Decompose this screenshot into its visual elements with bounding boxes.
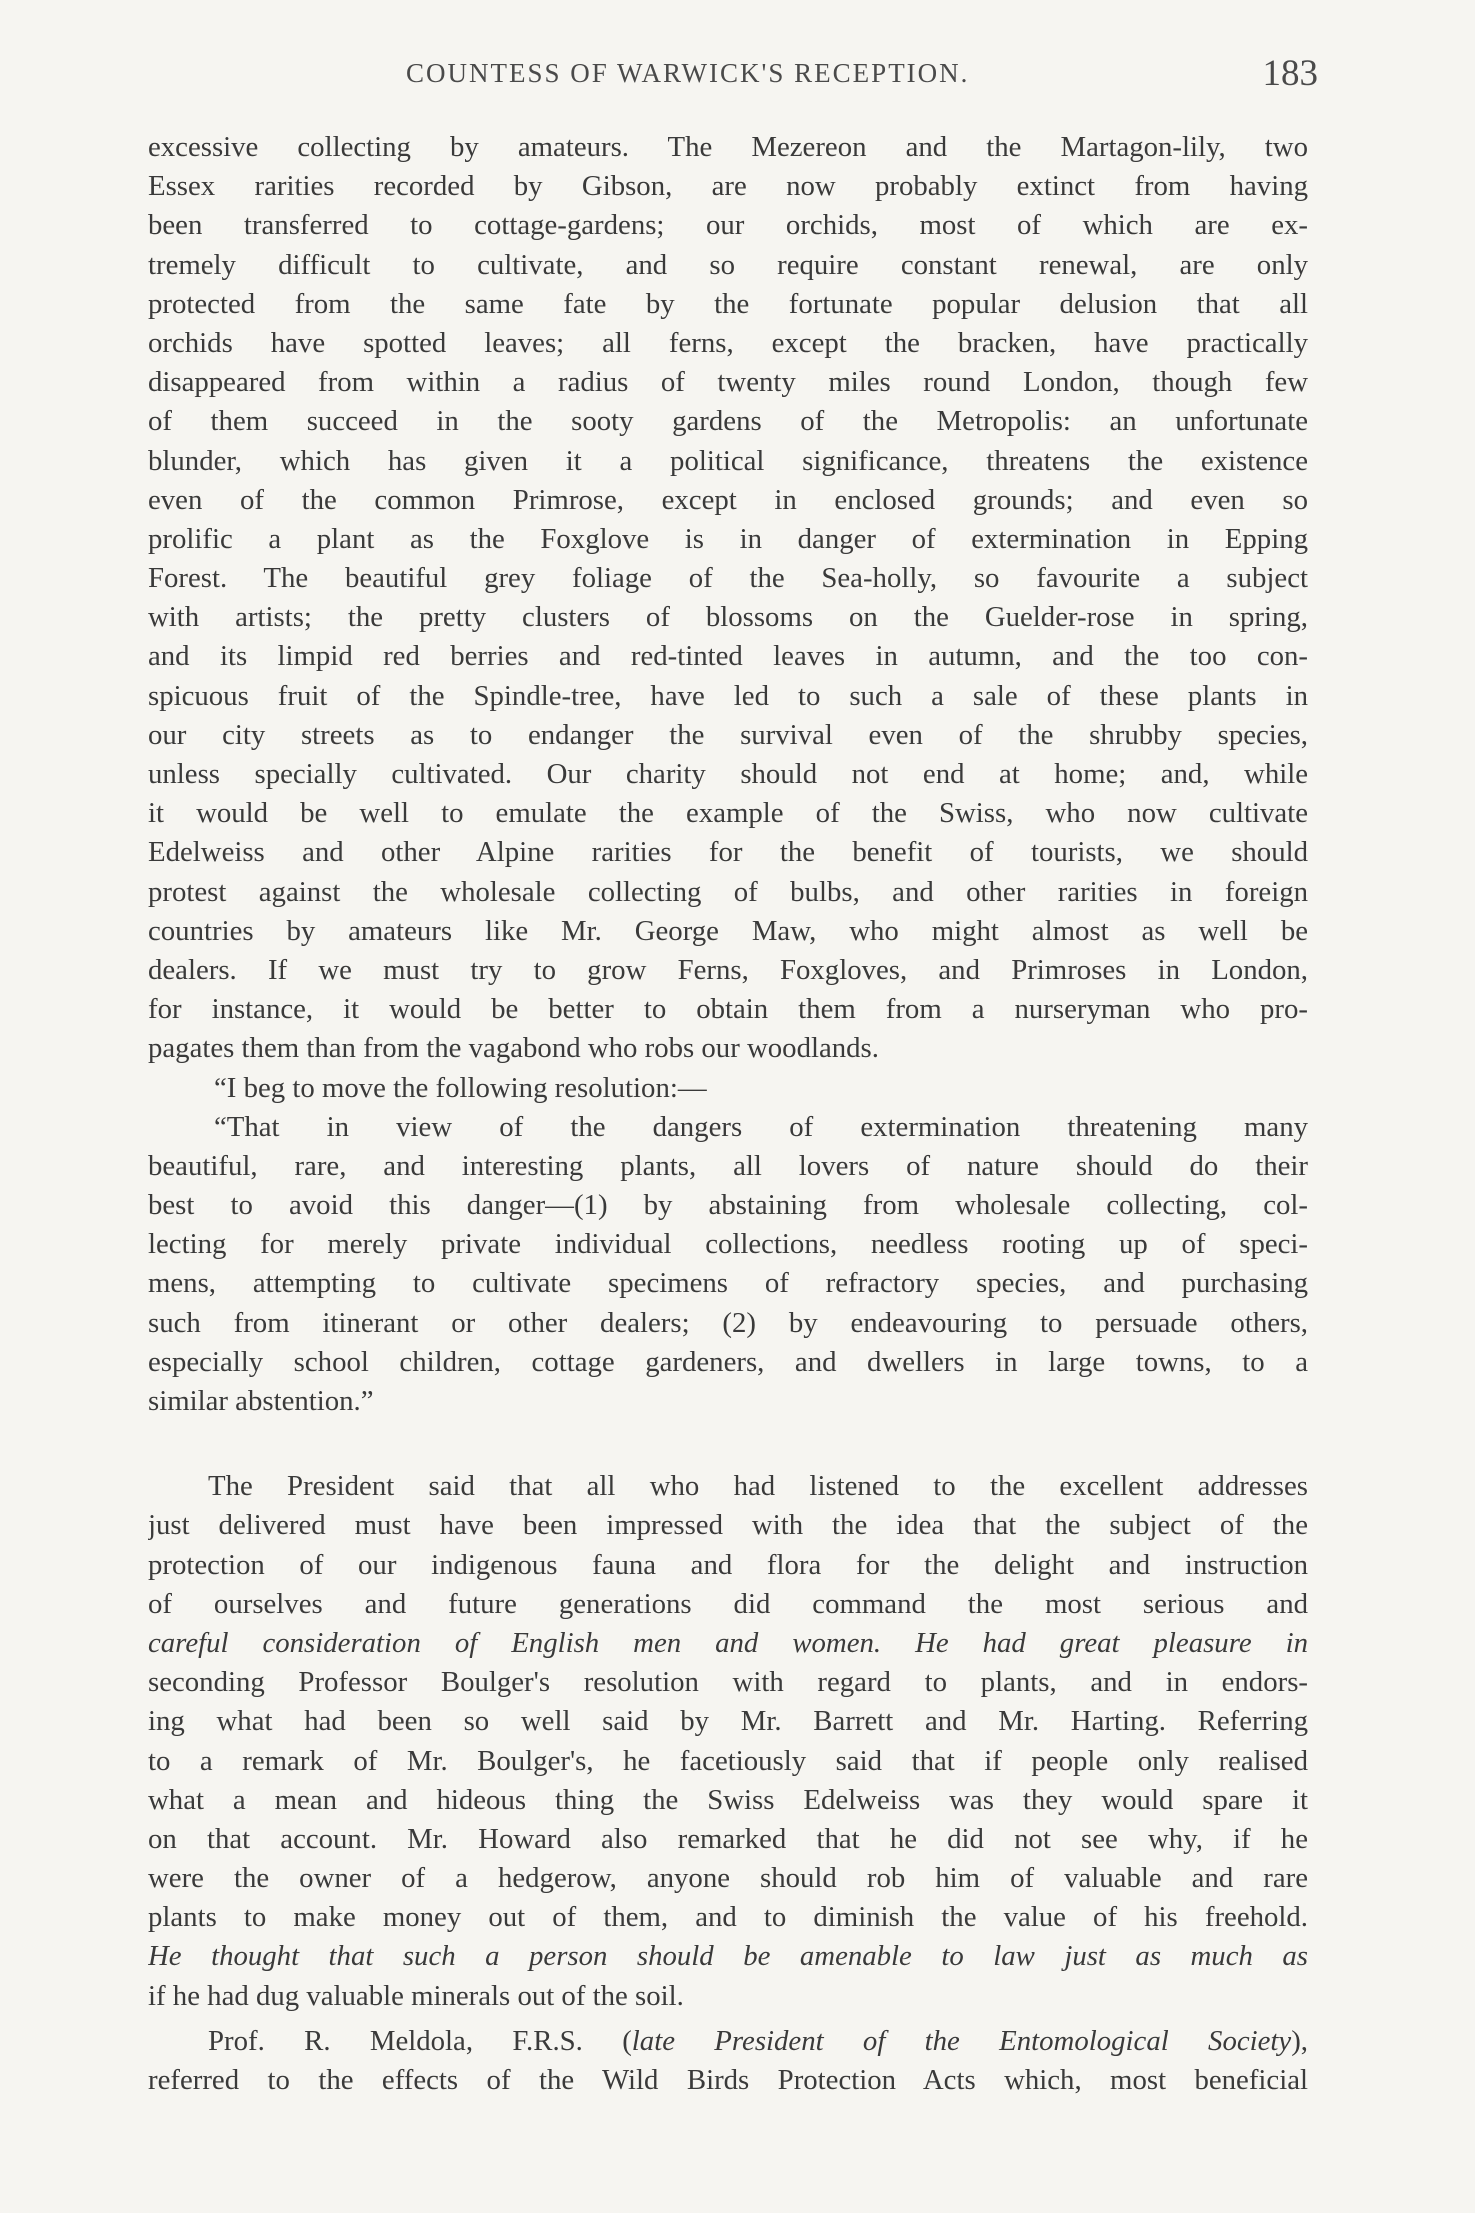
text-line: ing what had been so well said by Mr. Barrett and Mr. Harting. Referring — [148, 1705, 1308, 1738]
paragraph-1 — [148, 128, 1308, 1069]
text-line: mens, attempting to cultivate specimens of refractory species, and purchasing — [148, 1267, 1308, 1300]
text-line: spicuous fruit of the Spindle-tree, have led to such a sale of these plants in — [148, 679, 1308, 712]
text-line: prolific a plant as the Foxglove is in danger of extermination in Epping — [148, 522, 1308, 555]
text-line: on that account. Mr. Howard also remarked that he did not see why, if he — [148, 1822, 1308, 1855]
text-line: were the owner of a hedgerow, anyone should rob him of valuable and rare — [148, 1862, 1308, 1895]
running-head — [148, 52, 1318, 102]
text-line: protection of our indigenous fauna and flora for the delight and instruction — [148, 1548, 1308, 1581]
text-line: similar abstention.” — [148, 1385, 374, 1417]
text-line: what a mean and hideous thing the Swiss Edelweiss was they would spare it — [148, 1783, 1308, 1816]
text-line: Edelweiss and other Alpine rarities for the benefit of tourists, we should — [148, 836, 1308, 869]
text-line: The President said that all who had listened to the excellent addresses — [208, 1470, 1308, 1503]
text-line: protest against the wholesale collecting of bulbs, and other rarities in foreign — [148, 875, 1308, 908]
text-line: of them succeed in the sooty gardens of the Metropolis: an unfortunate — [148, 405, 1308, 438]
text-line: even of the common Primrose, except in enclosed grounds; and even so — [148, 483, 1308, 516]
text-line: careful consideration of English men and women. He had great pleasure in — [148, 1626, 1308, 1659]
text-line: such from itinerant or other dealers; (2) by endeavouring to persuade others, — [148, 1306, 1308, 1339]
text-line: dealers. If we must try to grow Ferns, Foxgloves, and Primroses in London, — [148, 953, 1308, 986]
italic-run: late President of the Entomological Society — [631, 2024, 1292, 2057]
paragraph-5 — [148, 2022, 1308, 2100]
text-line: to a remark of Mr. Boulger's, he facetiously said that if people only realised — [148, 1744, 1308, 1777]
text-line: best to avoid this danger—(1) by abstaining from wholesale collecting, col- — [148, 1189, 1308, 1222]
paragraph-2 — [148, 1069, 1308, 1108]
text-line: if he had dug valuable minerals out of the soil. — [148, 1979, 684, 2012]
text-line: especially school children, cottage gardeners, and dwellers in large towns, to a — [148, 1345, 1308, 1378]
text-line: excessive collecting by amateurs. The Mezereon and the Martagon-lily, two — [148, 131, 1308, 163]
text-line: beautiful, rare, and interesting plants, all lovers of nature should do their — [148, 1149, 1308, 1182]
running-title: COUNTESS OF WARWICK'S RECEPTION. — [406, 58, 970, 88]
text-line — [148, 2022, 1308, 2061]
paragraph-4 — [148, 1467, 1308, 2016]
text-line: it would be well to emulate the example of the Swiss, who now cultivate — [148, 797, 1308, 830]
paragraph-spacer — [148, 1421, 1308, 1467]
text-line: just delivered must have been impressed with the idea that the subject of the — [148, 1509, 1308, 1542]
text-line: our city streets as to endanger the survival even of the shrubby species, — [148, 718, 1308, 751]
text-line: blunder, which has given it a political significance, threatens the existence — [148, 444, 1308, 477]
text-line: countries by amateurs like Mr. George Maw, who might almost as well be — [148, 914, 1308, 947]
text-line: been transferred to cottage-gardens; our orchids, most of which are ex- — [148, 209, 1308, 242]
text-line: for instance, it would be better to obtain them from a nurseryman who pro- — [148, 993, 1308, 1026]
text-line: and its limpid red berries and red-tinted leaves in autumn, and the too con- — [148, 640, 1308, 673]
text-line: with artists; the pretty clusters of blossoms on the Guelder-rose in spring, — [148, 601, 1308, 634]
text-line: of ourselves and future generations did command the most serious and — [148, 1587, 1308, 1620]
text-line: “I beg to move the following resolution:— — [214, 1071, 707, 1104]
body-text — [148, 128, 1308, 2100]
text-line: Essex rarities recorded by Gibson, are now probably extinct from having — [148, 170, 1308, 203]
text-line: unless specially cultivated. Our charity should not end at home; and, while — [148, 758, 1308, 790]
text-line: He thought that such a person should be amenable to law just as much as — [148, 1940, 1308, 1973]
text-line: protected from the same fate by the fortunate popular delusion that all — [148, 287, 1308, 320]
text-line: disappeared from within a radius of twenty miles round London, though few — [148, 366, 1308, 399]
text-line: orchids have spotted leaves; all ferns, except the bracken, have practically — [148, 326, 1308, 359]
page-number: 183 — [1262, 53, 1318, 94]
resolution-paragraph — [148, 1108, 1308, 1422]
text-run: Prof. R. Meldola, F.R.S. ( — [208, 2024, 632, 2057]
text-line: “That in view of the dangers of extermination threatening many — [214, 1110, 1308, 1143]
text-line: plants to make money out of them, and to diminish the value of his freehold. — [148, 1901, 1308, 1934]
text-line: pagates them than from the vagabond who robs our woodlands. — [148, 1032, 879, 1065]
text-line: Forest. The beautiful grey foliage of the Sea-holly, so favourite a subject — [148, 562, 1308, 595]
text-line: lecting for merely private individual collections, needless rooting up of speci- — [148, 1228, 1308, 1261]
text-run: ), — [1291, 2024, 1308, 2057]
text-line: referred to the effects of the Wild Birds Protection Acts which, most beneficial — [148, 2064, 1308, 2096]
text-line: seconding Professor Boulger's resolution with regard to plants, and in endors- — [148, 1666, 1308, 1699]
text-line: tremely difficult to cultivate, and so require constant renewal, are only — [148, 248, 1308, 281]
